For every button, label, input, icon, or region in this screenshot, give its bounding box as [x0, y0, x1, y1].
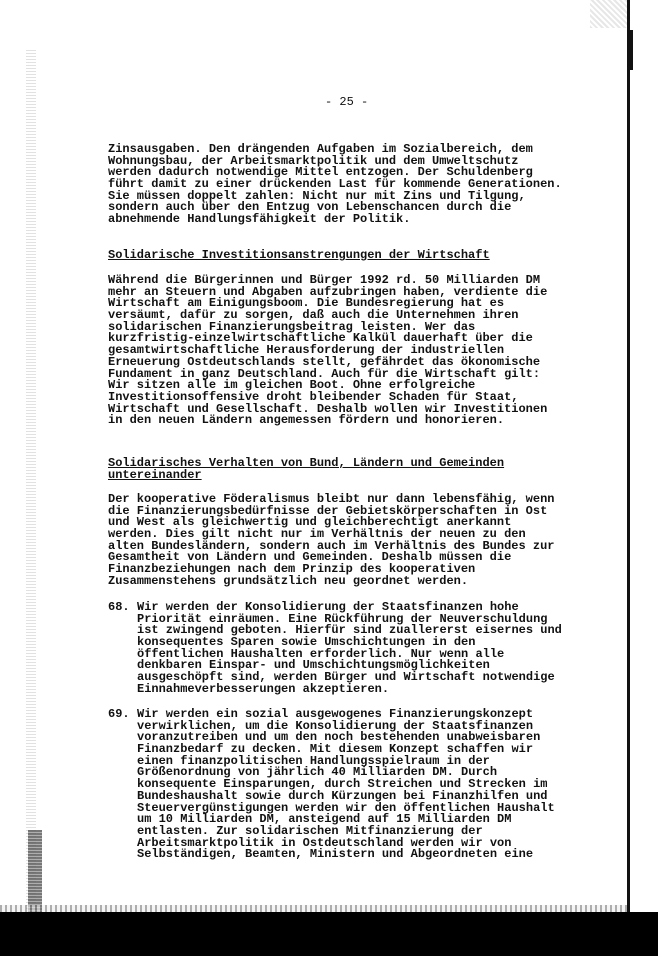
section-federal-paragraph	[108, 494, 554, 588]
text-line: konsequentes Sparen sowie Umschichtungen in den	[137, 635, 476, 650]
section-heading-investment	[108, 250, 490, 262]
scan-binding-shadow	[28, 830, 42, 912]
item-number-69: 69.	[108, 707, 130, 721]
text-line: Solidarische Investitionsanstrengungen der Wirtschaft	[108, 248, 490, 262]
item-number-68: 68.	[108, 600, 130, 614]
text-line: voranzutreiben und um den noch bestehenden unabweisbaren	[137, 730, 541, 745]
text-line: verwirklichen, um die Konsolidierung der Staatsfinanzen	[137, 718, 534, 733]
text-line: Einnahmeverbesserungen akzeptieren.	[137, 681, 390, 696]
text-line: solidarischen Finanzierungsbeitrag leisten. Wer das	[108, 319, 476, 334]
text-line: entlasten. Zur solidarischen Mitfinanzierung der	[137, 823, 483, 838]
text-line: Der kooperative Föderalismus bleibt nur dann lebensfähig, wenn	[108, 492, 555, 506]
section-investment-paragraph	[108, 275, 547, 427]
text-line: Sie müssen doppelt zahlen: Nicht nur mit Zins und Tilgung,	[108, 188, 526, 203]
text-line: Wirtschaft und Gesellschaft. Deshalb wollen wir Investitionen	[108, 401, 548, 416]
text-line: Gesamtheit von Ländern und Gemeinden. Deshalb müssen die	[108, 550, 512, 565]
text-line: ist zwingend geboten. Hierfür sind zuallererst eisernes und	[137, 623, 562, 638]
text-line: Solidarisches Verhalten von Bund, Ländern und Gemeinden	[108, 456, 505, 470]
text-line: Wohnungsbau, der Arbeitsmarktpolitik und dem Umweltschutz	[108, 153, 519, 168]
text-line: Investitionsoffensive droht bleibender Schaden für Staat,	[108, 389, 519, 404]
text-line: Bundeshaushalt sowie durch Kürzungen bei Finanzhilfen und	[137, 788, 548, 803]
text-line: kurzfristig-einzelwirtschaftliche Kalkül dauerhaft über die	[108, 331, 533, 346]
section-heading-federal	[108, 458, 504, 481]
text-line: Wir werden ein sozial ausgewogenes Finanzierungskonzept	[137, 707, 534, 721]
text-line: die Finanzierungsbedürfnisse der Gebietskörperschaften in Ost	[108, 503, 548, 518]
text-line: abnehmende Handlungsfähigkeit der Politik.	[108, 212, 411, 227]
text-line: Erneuerung Ostdeutschlands stellt, gefährdet das ökonomische	[108, 354, 541, 369]
text-line: denkbaren Einspar- und Umschichtungsmöglichkeiten	[137, 658, 490, 673]
text-line: ausgeschöpft sind, werden Bürger und Wirtschaft notwendige	[137, 670, 555, 685]
text-line: Finanzbedarf zu decken. Mit diesem Konzept schaffen wir	[137, 742, 534, 757]
text-line: Wir werden der Konsolidierung der Staatsfinanzen hohe	[137, 600, 519, 614]
text-line: sondern auch über den Entzug von Lebenschancen durch die	[108, 200, 512, 215]
text-line: konsequente Einsparungen, durch Streichen und Strecken im	[137, 777, 548, 792]
intro-paragraph	[108, 144, 562, 226]
text-line: Finanzbeziehungen nach dem Prinzip des kooperativen	[108, 562, 476, 577]
text-line: Wir sitzen alle im gleichen Boot. Ohne erfolgreiche	[108, 378, 476, 393]
scan-right-edge	[627, 0, 658, 912]
text-line: einen finanzpolitischen Handlungsspielraum in der	[137, 753, 490, 768]
text-line: Größenordnung von jährlich 40 Milliarden DM. Durch	[137, 765, 498, 780]
text-line: in den neuen Ländern angemessen fördern und honorieren.	[108, 413, 505, 428]
scan-right-shadow	[628, 30, 633, 70]
text-line: gesamtwirtschaftliche Herausforderung der industriellen	[108, 343, 505, 358]
text-line: öffentlichen Haushalten erforderlich. Nur wenn alle	[137, 646, 505, 661]
text-line: werden. Dies gilt nicht nur im Verhältnis der neuen zu den	[108, 527, 526, 542]
scan-noise-top	[590, 0, 628, 28]
text-line: Zusammenstehens grundsätzlich neu geordnet werden.	[108, 573, 469, 588]
page-number: - 25 -	[325, 95, 369, 109]
text-line: Zinsausgaben. Den drängenden Aufgaben im Sozialbereich, dem	[108, 142, 533, 156]
text-line: Wirtschaft am Einigungsboom. Die Bundesregierung hat es	[108, 296, 505, 311]
scan-noise-bottom	[0, 905, 628, 912]
text-line: alten Bundesländern, sondern auch im Verhältnis des Bundes zur	[108, 538, 555, 553]
text-line: Selbständigen, Beamten, Ministern und Abgeordneten eine	[137, 847, 534, 862]
text-line: Arbeitsmarktpolitik in Ostdeutschland werden wir von	[137, 835, 512, 850]
text-line: untereinander	[108, 467, 202, 482]
text-line: Priorität einräumen. Eine Rückführung der Neuverschuldung	[137, 611, 548, 626]
text-line: führt damit zu einer drückenden Last für kommende Generationen.	[108, 177, 562, 192]
item-69-text	[137, 709, 555, 861]
text-line: mehr an Steuern und Abgaben aufzubringen haben, verdiente die	[108, 284, 548, 299]
text-line: Während die Bürgerinnen und Bürger 1992 rd. 50 Milliarden DM	[108, 273, 541, 287]
item-68-text	[137, 602, 562, 696]
text-line: um 10 Milliarden DM, ansteigend auf 15 Milliarden DM	[137, 812, 512, 827]
text-line: werden dadurch notwendige Mittel entzogen. Der Schuldenberg	[108, 165, 533, 180]
text-line: versäumt, dafür zu sorgen, daß auch die Unternehmen ihren	[108, 308, 519, 323]
text-line: Fundament in ganz Deutschland. Auch für die Wirtschaft gilt:	[108, 366, 541, 381]
text-line: und West als gleichwertig und gleichberechtigt anerkannt	[108, 515, 512, 530]
text-line: Steuervergünstigungen werden wir den öffentlichen Haushalt	[137, 800, 555, 815]
scan-binding-edge	[26, 50, 36, 910]
